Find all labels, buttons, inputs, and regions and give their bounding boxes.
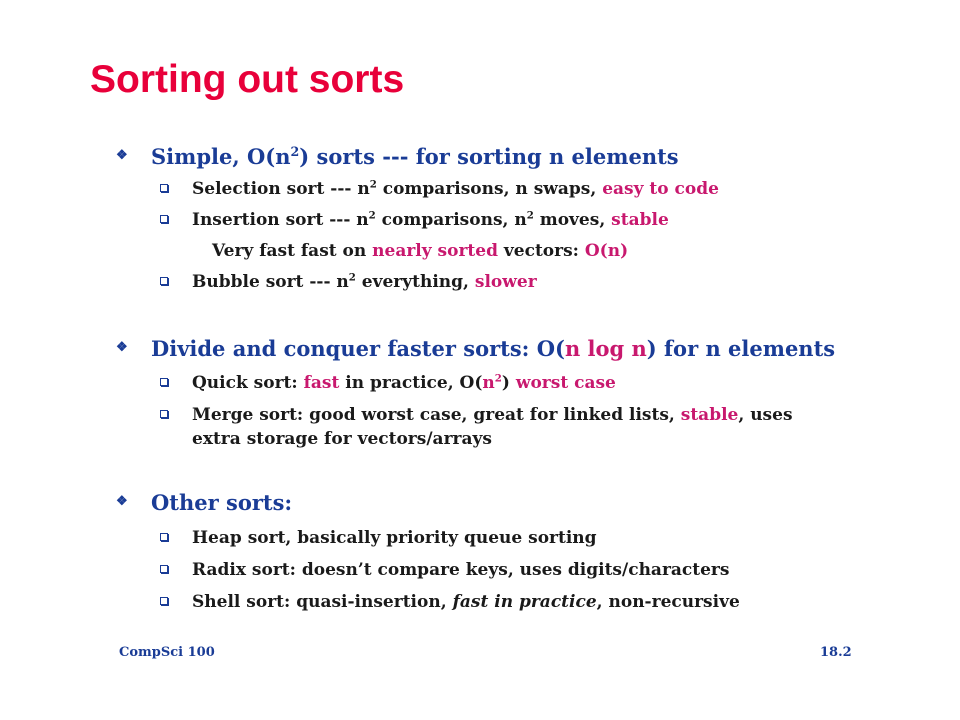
footer-course: CompSci 100: [119, 645, 215, 660]
insertion-sort-note: Very fast fast on nearly sorted vectors: O(n): [212, 241, 629, 261]
square-bullet-icon: [160, 565, 168, 573]
diamond-bullet-icon: ❖: [116, 340, 128, 355]
diamond-bullet-icon: ❖: [116, 148, 128, 163]
square-bullet-icon: [160, 215, 168, 223]
bullet-other-sorts: ❖ Other sorts:: [116, 490, 293, 515]
sub-bullet-merge-sort: Merge sort: good worst case, great for linked lists, stable, uses: [160, 404, 793, 426]
square-bullet-icon: [160, 597, 168, 605]
sub-bullet-selection-sort: Selection sort --- $n^2$ comparisons, n swaps, easy to code: [160, 178, 719, 200]
sub-bullet-insertion-sort: Insertion sort --- $n^2$ comparisons, $n^2$ moves, stable: [160, 209, 669, 231]
square-bullet-icon: [160, 533, 168, 541]
merge-sort-continuation: extra storage for vectors/arrays: [192, 429, 492, 449]
square-bullet-icon: [160, 277, 168, 285]
footer-slide-number: 18.2: [820, 645, 852, 660]
square-bullet-icon: [160, 184, 168, 192]
bullet-simple-sorts: ❖ Simple, $O(n^2)$ sorts --- for sorting n elements: [116, 144, 679, 169]
sub-bullet-quick-sort: Quick sort: fast in practice, $O(n^2)$ worst case: [160, 372, 616, 394]
sub-bullet-heap-sort: Heap sort, basically priority queue sorting: [160, 527, 597, 549]
slide-title: Sorting out sorts: [90, 58, 405, 101]
sub-bullet-shell-sort: Shell sort: quasi-insertion, fast in practice, non-recursive: [160, 591, 740, 613]
diamond-bullet-icon: ❖: [116, 494, 128, 509]
sub-bullet-radix-sort: Radix sort: doesn’t compare keys, uses digits/characters: [160, 559, 729, 581]
sub-bullet-bubble-sort: Bubble sort --- $n^2$ everything, slower: [160, 271, 537, 293]
bullet-divide-and-conquer: ❖ Divide and conquer faster sorts: O(n log n) for n elements: [116, 336, 836, 361]
square-bullet-icon: [160, 378, 168, 386]
square-bullet-icon: [160, 410, 168, 418]
